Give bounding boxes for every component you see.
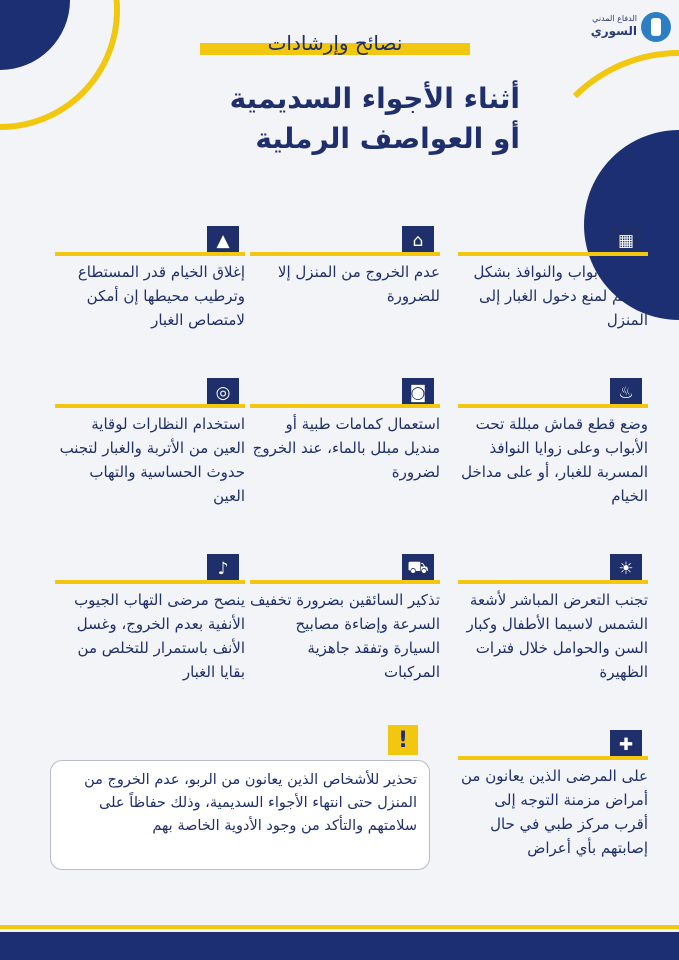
card-rule [458, 756, 648, 760]
tip-text: استخدام النظارات لوقاية العين من الأتربة والغبار لتجنب حدوث الحساسية والتهاب العين [59, 415, 245, 505]
tip-card-tents [55, 226, 245, 366]
card-rule [55, 580, 245, 584]
tip-card-drivers [250, 554, 440, 694]
warning-icon: ! [388, 725, 418, 755]
tip-text: تذكير السائقين بضرورة تخفيف السرعة وإضاءة مصابيح السيارة وتفقد جاهزية المركبات [250, 591, 440, 681]
card-rule [250, 252, 440, 256]
tip-card-sun [458, 554, 648, 694]
card-rule [458, 252, 648, 256]
tip-text: استعمال كمامات طبية أو منديل مبلل بالماء، عند الخروج لضرورة [252, 415, 440, 481]
house-icon: ⌂ [402, 226, 434, 256]
hospital-icon: ✚ [610, 730, 642, 760]
tip-card-sinus [55, 554, 245, 694]
card-rule [55, 404, 245, 408]
page-title-line2: أو العواصف الرملية [255, 122, 520, 155]
tip-card-chronic-patients [458, 730, 648, 870]
logo-line2: السوري [590, 24, 637, 38]
tent-icon: ▲ [207, 226, 239, 256]
warning-text: تحذير للأشخاص الذين يعانون من الربو، عدم الخروج من المنزل حتى انتهاء الأجواء السديمية، وذلك حفاظاً على سلامتهم والتأكد من وجود الأدوية الخاصة بهم [84, 772, 417, 834]
card-rule [250, 580, 440, 584]
card-rule [55, 252, 245, 256]
wet-cloth-icon: ♨ [610, 378, 642, 408]
tip-card-masks [250, 378, 440, 518]
footer-bar [0, 932, 679, 960]
tip-text: عدم الخروج من المنزل إلا للضرورة [277, 263, 440, 305]
tip-text: إغلاق الأبواب والنوافذ بشكل محكم لمنع دخول الغبار إلى المنزل [473, 263, 648, 329]
tip-text: تجنب التعرض المباشر لأشعة الشمس لاسيما الأطفال وكبار السن والحوامل خلال فترات الظهيرة [466, 591, 648, 681]
glasses-icon: ◎ [207, 378, 239, 408]
card-rule [458, 580, 648, 584]
card-rule [250, 404, 440, 408]
logo-line1: الدفاع المدني [592, 14, 637, 23]
civil-defense-emblem-icon [641, 12, 671, 42]
page-title-line1: أثناء الأجواء السديمية [229, 82, 520, 115]
bell-icon: ♪ [207, 554, 239, 584]
sun-icon: ☀ [610, 554, 642, 584]
window-icon: ▦ [610, 226, 642, 256]
card-rule [458, 404, 648, 408]
tip-card-windows [458, 226, 648, 366]
footer-yellow-rule [0, 925, 679, 929]
header-kicker [200, 30, 470, 56]
kicker-text: نصائح وإرشادات [267, 31, 403, 55]
tip-card-wet-cloth [458, 378, 648, 518]
asthma-warning-box [50, 760, 430, 870]
tip-card-stay-home [250, 226, 440, 366]
tip-card-glasses [55, 378, 245, 518]
mask-icon: ◙ [402, 378, 434, 408]
tip-text: وضع قطع قماش مبللة تحت الأبواب وعلى زوايا النوافذ المسربة للغبار، أو على مداخل الخيام [461, 415, 648, 505]
civil-defense-logo [591, 10, 671, 46]
car-icon: ⛟ [402, 554, 434, 584]
tip-text: على المرضى الذين يعانون من أمراض مزمنة التوجه إلى أقرب مركز طبي في حال إصابتهم بأي أعراض [461, 767, 648, 857]
tip-text: ينصح مرضى التهاب الجيوب الأنفية بعدم الخروج، وغسل الأنف باستمرار للتخلص من بقايا الغبار [74, 591, 245, 681]
tip-text: إغلاق الخيام قدر المستطاع وترطيب محيطها إن أمكن لامتصاص الغبار [77, 263, 245, 329]
